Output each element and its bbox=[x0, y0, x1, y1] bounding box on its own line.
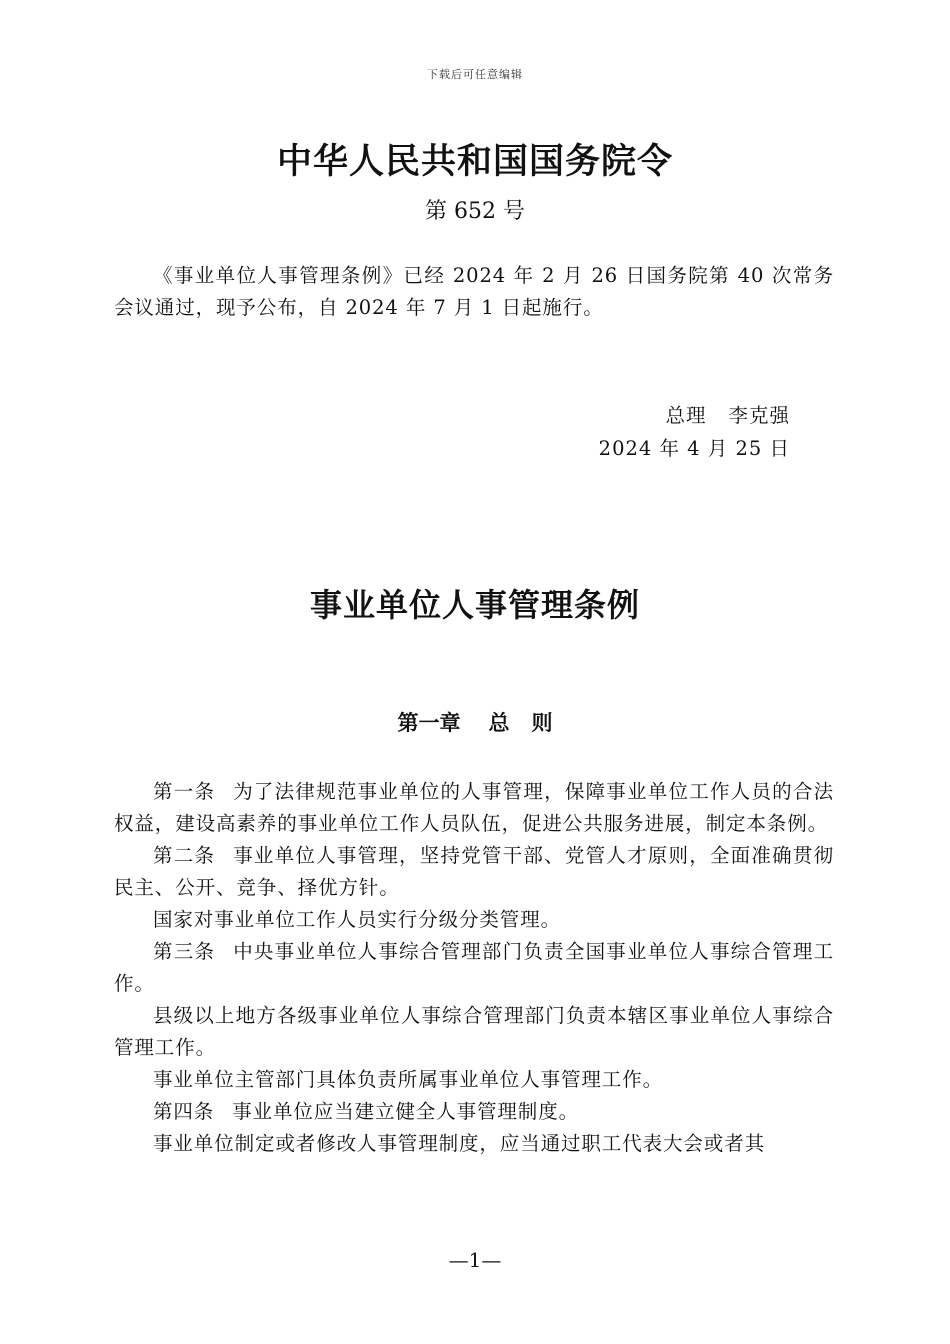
chapter-label: 第一章 bbox=[397, 711, 461, 735]
articles-body bbox=[114, 776, 834, 1160]
paragraph bbox=[114, 776, 834, 840]
promulgation-text: 《事业单位人事管理条例》已经 2024 年 2 月 26 日国务院第 40 次常务会议通过，现予公布，自 2024 年 7 月 1 日起施行。 bbox=[114, 264, 834, 319]
decree-title: 中华人民共和国国务院令 bbox=[276, 141, 673, 182]
signer-line bbox=[665, 400, 790, 428]
paragraph-text: 事业单位制定或者修改人事管理制度，应当通过职工代表大会或者其 bbox=[153, 1132, 766, 1155]
paragraph bbox=[114, 1064, 834, 1096]
page-number: —1— bbox=[448, 1248, 502, 1272]
article-label: 第四条 bbox=[153, 1100, 215, 1123]
decree-number: 第 652 号 bbox=[425, 199, 525, 224]
paragraph-text: 事业单位人事管理，坚持党管干部、党管人才原则，全面准确贯彻民主、公开、竞争、择优方针。 bbox=[114, 844, 834, 899]
paragraph-text: 县级以上地方各级事业单位人事综合管理部门负责本辖区事业单位人事综合管理工作。 bbox=[114, 1004, 834, 1059]
signer-title: 总理 bbox=[665, 404, 707, 427]
chapter-title bbox=[0, 707, 950, 737]
paragraph-text: 为了法律规范事业单位的人事管理，保障事业单位工作人员的合法权益，建设高素养的事业单位工作人员队伍，促进公共服务进展，制定本条例。 bbox=[114, 780, 834, 835]
paragraph bbox=[114, 1000, 834, 1064]
article-label: 第一条 bbox=[153, 780, 216, 803]
regulation-title: 事业单位人事管理条例 bbox=[309, 586, 640, 624]
signer-name: 李克强 bbox=[728, 404, 790, 427]
chapter-name-part: 则 bbox=[531, 711, 553, 735]
article-label: 第二条 bbox=[153, 844, 216, 867]
paragraph bbox=[114, 840, 834, 904]
paragraph bbox=[114, 1128, 834, 1160]
paragraph bbox=[114, 904, 834, 936]
paragraph-text: 事业单位应当建立健全人事管理制度。 bbox=[232, 1100, 580, 1123]
article-label: 第三条 bbox=[153, 940, 216, 963]
paragraph bbox=[114, 1096, 834, 1128]
chapter-name-part: 总 bbox=[488, 711, 510, 735]
paragraph bbox=[114, 936, 834, 1000]
paragraph-text: 国家对事业单位工作人员实行分级分类管理。 bbox=[153, 908, 562, 931]
decree-date: 2024 年 4 月 25 日 bbox=[598, 437, 790, 460]
header-note: 下载后可任意编辑 bbox=[427, 68, 523, 81]
paragraph-text: 中央事业单位人事综合管理部门负责全国事业单位人事综合管理工作。 bbox=[114, 940, 834, 995]
paragraph-text: 事业单位主管部门具体负责所属事业单位人事管理工作。 bbox=[153, 1068, 664, 1091]
